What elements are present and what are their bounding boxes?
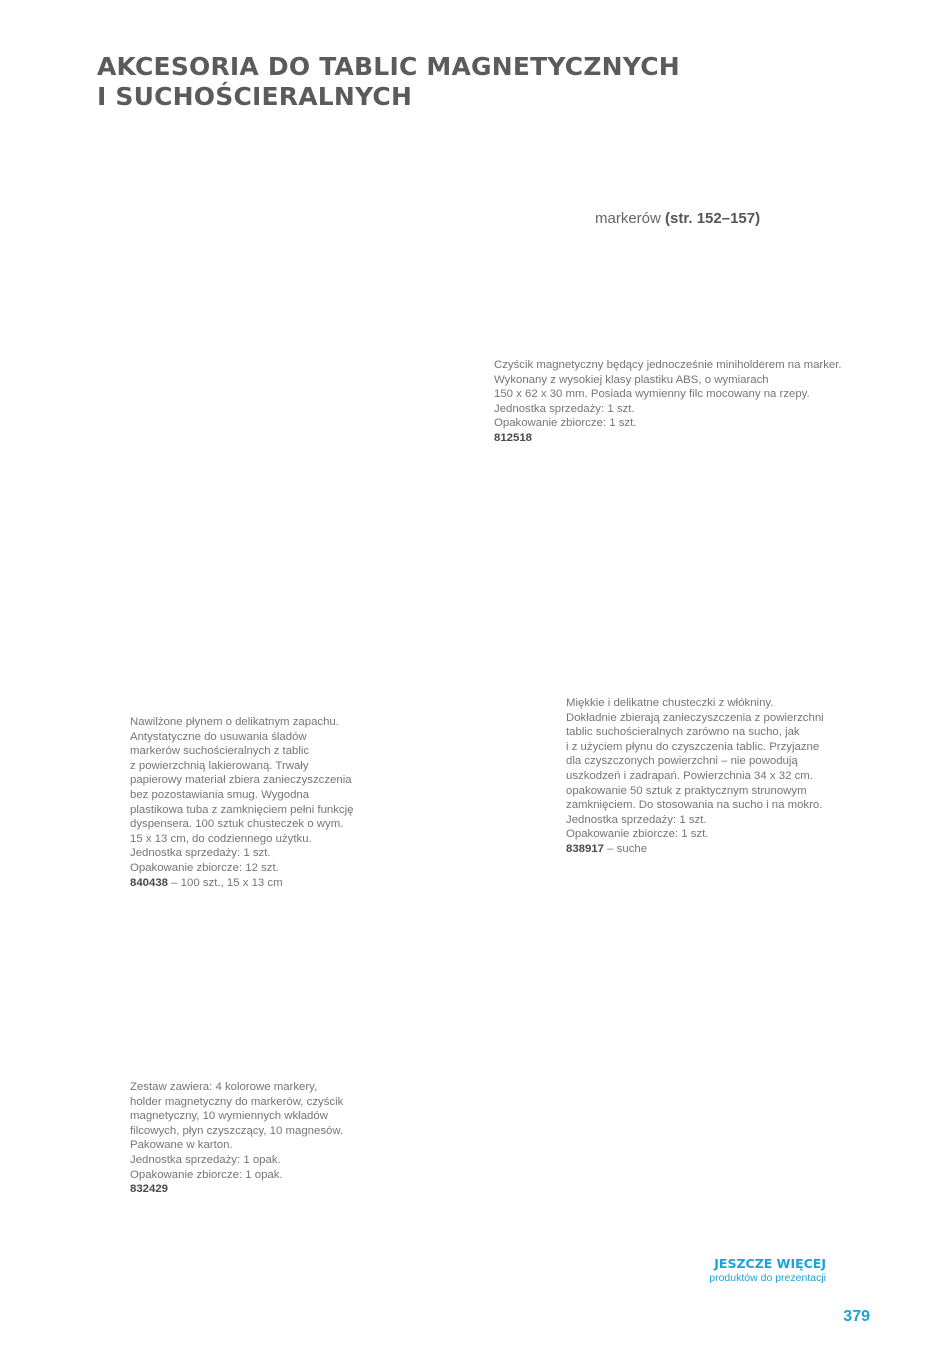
markers-reference-label: markerów [595,210,661,227]
product-code: 812518 [494,431,533,444]
product-bulk-package: Opakowanie zbiorcze: 12 szt. [130,861,279,874]
product-description-line: Miękkie i delikatne chusteczki z włókniny. [566,697,774,709]
product-sales-unit: Jednostka sprzedaży: 1 opak. [130,1153,281,1166]
product-description-line: uszkodzeń i zadrapań. Powierzchnia 34 x 32 cm. [566,769,813,782]
product-sales-unit: Jednostka sprzedaży: 1 szt. [566,813,707,826]
product-wet-wipes [130,715,354,890]
product-description-line: z powierzchnią lakierowaną. Trwały [130,759,309,772]
product-sales-unit: Jednostka sprzedaży: 1 szt. [130,847,271,860]
product-description-line: magnetyczny, 10 wymiennych wkładów [130,1110,328,1123]
product-description-line: markerów suchościeralnych z tablic [130,745,310,758]
more-products-banner[interactable] [709,1256,826,1285]
product-description-line: Antystatyczne do usuwania śladów [130,730,307,743]
product-description-line: bez pozostawiania smug. Wygodna [130,788,310,801]
product-code: 832429 [130,1183,169,1196]
product-code: 838917 [566,842,605,855]
product-sales-unit: Jednostka sprzedaży: 1 szt. [494,402,635,415]
product-magnetic-cleaner [494,358,842,446]
product-description-line: filcowych, płyn czyszczący, 10 magnesów. [130,1124,344,1137]
product-description-line: zamknięciem. Do stosowania na sucho i na mokro. [566,799,823,812]
page-title-line-1: AKCESORIA DO TABLIC MAGNETYCZNYCH [97,52,680,81]
product-description-line: Dokładnie zbierają zanieczyszczenia z powierzchni [566,711,824,724]
product-starter-set [130,1080,343,1197]
product-description-line: i z użyciem płynu do czyszczenia tablic. Przyjazne [566,740,820,753]
product-bulk-package: Opakowanie zbiorcze: 1 szt. [566,828,709,841]
product-description-line: Wykonany z wysokiej klasy plastiku ABS, o wymiarach [494,373,769,386]
product-description-line: plastikowa tuba z zamknięciem pełni funkcję [130,803,354,816]
product-description-line: papierowy materiał zbiera zanieczyszczenia [130,774,352,787]
more-products-subtitle: produktów do prezentacji [709,1272,826,1284]
page-title-line-2: I SUCHOŚCIERALNYCH [97,82,413,111]
product-description-line: tablic suchościeralnych zarówno na sucho, jak [566,726,800,739]
page-title [97,52,680,112]
product-description-line: Nawilżone płynem o delikatnym zapachu. [130,716,339,728]
product-bulk-package: Opakowanie zbiorcze: 1 opak. [130,1168,283,1181]
product-code: 840438 [130,876,169,889]
product-description-line: Czyścik magnetyczny będący jednocześnie miniholderem na marker. [494,359,842,371]
more-products-title: JESZCZE WIĘCEJ [714,1256,826,1271]
product-variant: – suche [604,842,648,855]
page-number: 379 [843,1308,870,1325]
markers-page-reference [595,209,760,229]
product-description-line: 150 x 62 x 30 mm. Posiada wymienny filc mocowany na rzepy. [494,388,810,401]
product-description-line: dla czyszczonych powierzchni – nie powodują [566,755,798,768]
product-description-line: holder magnetyczny do markerów, czyścik [130,1095,344,1108]
product-description-line: dyspensera. 100 sztuk chusteczek o wym. [130,818,344,831]
product-description-line: opakowanie 50 sztuk z praktycznym strunowym [566,784,807,797]
product-bulk-package: Opakowanie zbiorcze: 1 szt. [494,417,637,430]
product-variant: – 100 szt., 15 x 13 cm [168,876,283,889]
product-description-line: Pakowane w karton. [130,1139,233,1152]
markers-reference-pages: (str. 152–157) [665,210,761,227]
product-description-line: 15 x 13 cm, do codziennego użytku. [130,832,312,845]
product-dry-wipes [566,696,824,857]
product-description-line: Zestaw zawiera: 4 kolorowe markery, [130,1081,318,1093]
